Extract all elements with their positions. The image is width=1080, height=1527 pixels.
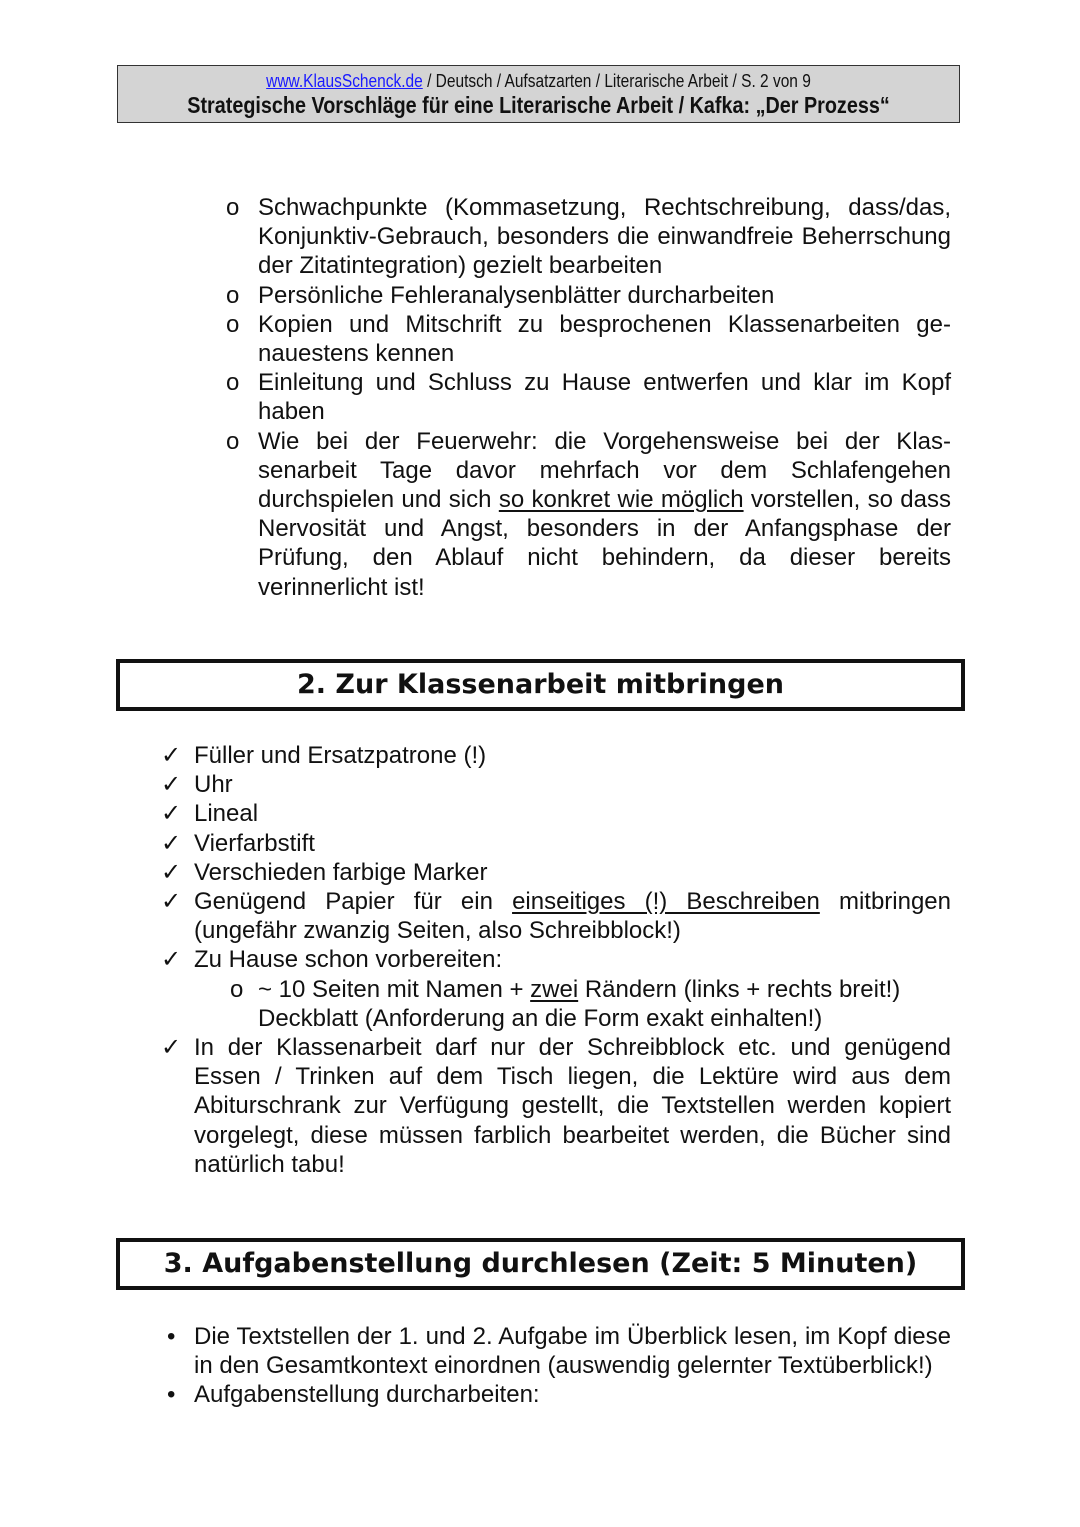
list-marker-icon: ✓ — [161, 858, 182, 886]
item-text: Vierfarbstift — [194, 829, 315, 857]
tip-item — [226, 193, 951, 281]
list-marker-icon: ✓ — [161, 829, 182, 857]
list-marker-icon: ✓ — [161, 800, 182, 828]
tips-list — [226, 193, 951, 602]
website-link[interactable]: www.KlausSchenck.de — [266, 71, 423, 91]
checklist-item — [161, 799, 951, 828]
header-breadcrumb — [177, 71, 900, 91]
checklist-item — [161, 945, 951, 1033]
item-text: Einleitung und Schluss zu Hause entwerfen und klar im Kopf haben — [258, 369, 951, 426]
item-text: Aufgabenstellung durcharbeiten: — [194, 1381, 540, 1409]
item-text: Verschieden farbige Marker — [194, 858, 488, 886]
bullet-list — [167, 1322, 951, 1410]
item-text: Persönliche Fehleranalysenblätter durcharbeiten — [258, 281, 775, 309]
bullet-item — [167, 1380, 951, 1409]
list-marker-icon: ✓ — [161, 771, 182, 799]
list-marker-icon: o — [226, 194, 240, 221]
page-header — [117, 65, 960, 123]
section-heading-3 — [116, 1238, 965, 1290]
sub-list-item — [230, 975, 951, 1033]
underlined-text: einseitiges (!) Beschreiben — [512, 888, 820, 916]
section-heading-2 — [116, 659, 965, 711]
checklist-item — [161, 829, 951, 858]
bullet-item — [167, 1322, 951, 1380]
item-text: Füller und Ersatzpatrone (!) — [194, 742, 487, 769]
list-marker-icon: ✓ — [161, 888, 182, 916]
item-text: Kopien und Mitschrift zu besprochenen Klassenarbeiten genauestens kennen — [258, 310, 951, 368]
list-marker-icon: ✓ — [161, 742, 182, 769]
list-marker-icon: o — [230, 975, 244, 1003]
item-text: mitbringen (ungefähr zwanzig Seiten, also Schreibblock!) — [194, 888, 952, 945]
tip-item — [226, 310, 951, 368]
item-text: Die Textstellen der 1. und 2. Aufgabe im Überblick lesen, im Kopf diese in den Gesamtkontext einordnen (auswendig gelernter Textüberblick!) — [194, 1323, 951, 1380]
item-text: Schwachpunkte (Kommasetzung, Rechtschreibung, dass/das, Konjunktiv-Gebrauch, besonders die einwandfreie Beherrschung der Zitatintegration) gezielt bearbeiten — [258, 194, 951, 280]
item-text: Wie bei der Feuerwehr: die Vorgehensweise bei der Klassenarbeit Tage davor mehrfach vor dem Schlafengehen durchspielen und sich — [258, 427, 951, 514]
item-text: vorstellen, so dass Nervosität und Angst, besonders in der Anfangsphase der Prüfung, den Ablauf nicht behindern, da dieser bereits verinnerlicht ist! — [258, 486, 951, 601]
sub-list — [230, 975, 951, 1033]
checklist-item — [161, 1033, 951, 1179]
underlined-text: so konkret wie möglich — [498, 486, 744, 514]
item-text: Zu Hause schon vorbereiten: — [194, 946, 503, 974]
item-text: In der Klassenarbeit darf nur der Schreibblock etc. und genügend Essen / Trinken auf dem Tisch liegen, die Lektüre wird aus dem Abiturschrank zur Verfügung gestellt, die Textstellen werden kopiert vorgelegt, diese müssen farblich bearbeitet werden, die Bücher sind natürlich tabu! — [194, 1034, 951, 1178]
checklist-item — [161, 770, 951, 799]
checklist — [161, 741, 952, 1179]
item-text: Rändern (links + rechts breit!) Deckblatt (Anforderung an die Form exakt einhalten!) — [258, 975, 901, 1032]
header-path: / Deutsch / Aufsatzarten / Literarische Arbeit / S. 2 von 9 — [422, 71, 811, 91]
list-marker-icon: o — [226, 427, 240, 455]
checklist-item — [161, 741, 951, 770]
item-text: Lineal — [194, 800, 259, 828]
item-text: Uhr — [194, 771, 233, 799]
section-title: 2. Zur Klassenarbeit mitbringen — [296, 669, 785, 700]
section-title: 3. Aufgabenstellung durchlesen (Zeit: 5 Minuten) — [163, 1248, 918, 1279]
checklist-item — [161, 887, 952, 945]
tip-item — [226, 368, 951, 426]
underlined-text: zwei — [530, 975, 579, 1003]
document-title: Strategische Vorschläge für eine Literarische Arbeit / Kafka: „Der Prozess“ — [187, 92, 890, 118]
list-marker-icon: • — [167, 1323, 176, 1350]
tip-item — [226, 281, 951, 310]
list-marker-icon: o — [226, 310, 240, 338]
list-marker-icon: ✓ — [161, 1034, 182, 1062]
tip-item — [226, 427, 951, 602]
checklist-item — [161, 858, 951, 887]
list-marker-icon: o — [226, 369, 240, 397]
item-text: ~ 10 Seiten mit Namen + — [258, 975, 531, 1003]
item-text: Genügend Papier für ein — [194, 888, 513, 916]
list-marker-icon: o — [226, 281, 240, 309]
list-marker-icon: ✓ — [161, 946, 182, 974]
list-marker-icon: • — [167, 1381, 176, 1409]
